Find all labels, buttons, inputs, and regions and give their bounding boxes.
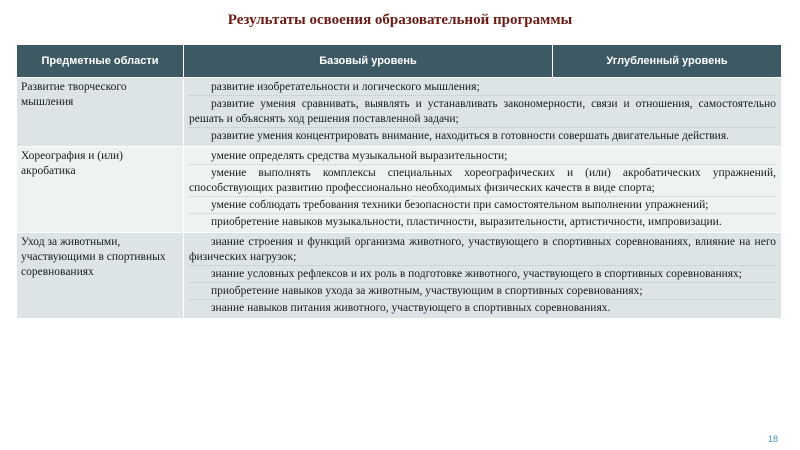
outcome-item: умение выполнять комплексы специальных хореографических и (или) акробатических упражнений, способствующих развитию профессионально необходимых физических качеств в виде спорта;: [189, 165, 776, 197]
table-header-row: [17, 45, 782, 78]
subject-area-cell: Уход за животными, участвующими в спортивных соревнованиях: [17, 233, 184, 319]
outcomes-cell: [184, 233, 782, 319]
outcome-item: приобретение навыков музыкальности, пластичности, выразительности, артистичности, импровизации.: [211, 216, 722, 228]
outcomes-cell: [184, 147, 782, 233]
outcome-item: приобретение навыков ухода за животным, участвующим в спортивных соревнованиях;: [189, 283, 776, 300]
header-subject-areas: Предметные области: [17, 45, 184, 78]
results-table: [16, 44, 782, 319]
results-table-container: [16, 44, 782, 436]
outcome-item: умение определять средства музыкальной выразительности;: [189, 148, 776, 165]
outcomes-cell: [184, 78, 782, 147]
outcome-item: развитие умения концентрировать внимание, находиться в готовности совершать двигательные действия.: [211, 130, 729, 142]
outcome-item: знание навыков питания животного, участвующего в спортивных соревнованиях.: [211, 302, 611, 314]
table-row: [17, 233, 782, 319]
header-advanced-level: Углубленный уровень: [553, 45, 782, 78]
outcome-item: умение соблюдать требования техники безопасности при самостоятельном выполнении упражнений;: [189, 197, 776, 214]
outcome-item: знание строения и функций организма животного, участвующего в спортивных соревнованиях, влияние на него физических нагрузок;: [189, 234, 776, 266]
slide-title: Результаты освоения образовательной программы: [227, 12, 573, 28]
header-basic-level: Базовый уровень: [184, 45, 553, 78]
page-number: 18: [767, 434, 778, 444]
subject-area-cell: Хореография и (или) акробатика: [17, 147, 184, 233]
table-row: [17, 147, 782, 233]
subject-area-cell: Развитие творческого мышления: [17, 78, 184, 147]
outcome-item: развитие умения сравнивать, выявлять и устанавливать закономерности, связи и отношения, самостоятельно решать и объяснять ход решения поставленной задачи;: [189, 96, 776, 128]
outcome-item: развитие изобретательности и логического мышления;: [189, 79, 776, 96]
outcome-item: знание условных рефлексов и их роль в подготовке животного, участвующего в спортивных соревнованиях;: [189, 266, 776, 283]
table-row: [17, 78, 782, 147]
